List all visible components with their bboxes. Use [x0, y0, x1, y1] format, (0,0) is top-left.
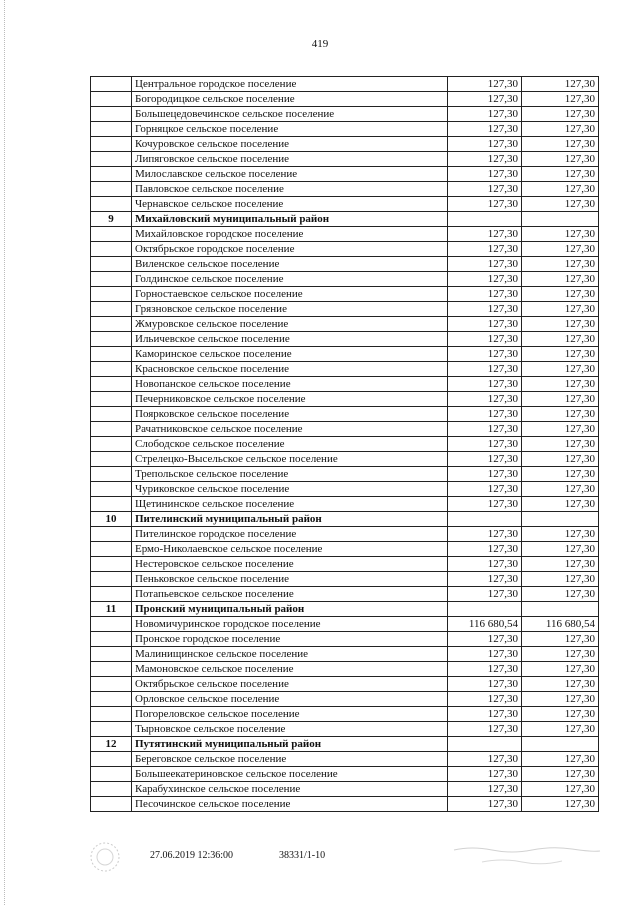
row-value-2-cell: 127,30: [522, 302, 599, 317]
row-value-1-cell: 127,30: [448, 167, 522, 182]
row-value-2-cell: 127,30: [522, 677, 599, 692]
row-value-1-cell: 127,30: [448, 632, 522, 647]
row-number-cell: [91, 227, 132, 242]
row-value-2-cell: 127,30: [522, 452, 599, 467]
row-value-1-cell: 127,30: [448, 437, 522, 452]
row-value-1-cell: 127,30: [448, 662, 522, 677]
row-value-1-cell: 127,30: [448, 227, 522, 242]
row-number-cell: [91, 542, 132, 557]
row-number-cell: [91, 467, 132, 482]
row-name-cell: Октябрьское городское поселение: [132, 242, 448, 257]
row-name-cell: Чуриковское сельское поселение: [132, 482, 448, 497]
row-name-cell: Липяговское сельское поселение: [132, 152, 448, 167]
row-value-1-cell: 127,30: [448, 302, 522, 317]
row-value-1-cell: 127,30: [448, 392, 522, 407]
row-number-cell: 9: [91, 212, 132, 227]
row-value-2-cell: 127,30: [522, 707, 599, 722]
table-row: [91, 527, 599, 542]
row-value-1-cell: 127,30: [448, 317, 522, 332]
row-value-1-cell: 127,30: [448, 152, 522, 167]
footer-document-id: 38331/1-10: [279, 850, 326, 861]
row-name-cell: Береговское сельское поселение: [132, 752, 448, 767]
row-value-1-cell: 127,30: [448, 677, 522, 692]
row-name-cell: Ермо-Николаевское сельское поселение: [132, 542, 448, 557]
row-value-2-cell: 127,30: [522, 227, 599, 242]
table-group-row: [91, 212, 599, 227]
row-number-cell: [91, 302, 132, 317]
row-number-cell: [91, 497, 132, 512]
row-value-2-cell: 127,30: [522, 362, 599, 377]
row-name-cell: Грязновское сельское поселение: [132, 302, 448, 317]
table-row: [91, 557, 599, 572]
table-row: [91, 647, 599, 662]
row-name-cell: Октябрьское сельское поселение: [132, 677, 448, 692]
row-name-cell: Жмуровское сельское поселение: [132, 317, 448, 332]
row-value-2-cell: 127,30: [522, 392, 599, 407]
row-value-1-cell: 127,30: [448, 287, 522, 302]
row-number-cell: [91, 317, 132, 332]
row-value-2-cell: [522, 602, 599, 617]
row-value-1-cell: 127,30: [448, 407, 522, 422]
row-value-2-cell: 127,30: [522, 407, 599, 422]
table-row: [91, 92, 599, 107]
row-value-1-cell: 127,30: [448, 782, 522, 797]
row-number-cell: [91, 692, 132, 707]
row-name-cell: Виленское сельское поселение: [132, 257, 448, 272]
table-row: [91, 797, 599, 812]
table-row: [91, 377, 599, 392]
row-value-1-cell: 127,30: [448, 692, 522, 707]
row-value-1-cell: 127,30: [448, 257, 522, 272]
row-value-2-cell: 127,30: [522, 77, 599, 92]
row-name-cell: Горностаевское сельское поселение: [132, 287, 448, 302]
row-number-cell: [91, 557, 132, 572]
row-number-cell: [91, 167, 132, 182]
row-value-2-cell: 127,30: [522, 332, 599, 347]
row-number-cell: [91, 527, 132, 542]
table-row: [91, 572, 599, 587]
row-value-2-cell: 127,30: [522, 647, 599, 662]
row-value-2-cell: 127,30: [522, 782, 599, 797]
table-row: [91, 77, 599, 92]
row-name-cell: Красновское сельское поселение: [132, 362, 448, 377]
row-value-1-cell: 127,30: [448, 272, 522, 287]
row-name-cell: Пронский муниципальный район: [132, 602, 448, 617]
row-name-cell: Карабухинское сельское поселение: [132, 782, 448, 797]
table-row: [91, 587, 599, 602]
row-value-1-cell: 127,30: [448, 332, 522, 347]
row-name-cell: Центральное городское поселение: [132, 77, 448, 92]
row-number-cell: [91, 332, 132, 347]
row-name-cell: Богородицкое сельское поселение: [132, 92, 448, 107]
table-row: [91, 392, 599, 407]
row-value-2-cell: 127,30: [522, 767, 599, 782]
row-value-2-cell: 127,30: [522, 257, 599, 272]
row-name-cell: Большеекатериновское сельское поселение: [132, 767, 448, 782]
row-name-cell: Печерниковское сельское поселение: [132, 392, 448, 407]
row-number-cell: [91, 407, 132, 422]
row-value-2-cell: [522, 212, 599, 227]
row-value-2-cell: 127,30: [522, 692, 599, 707]
row-name-cell: Павловское сельское поселение: [132, 182, 448, 197]
row-value-1-cell: 127,30: [448, 107, 522, 122]
table-row: [91, 347, 599, 362]
row-number-cell: [91, 752, 132, 767]
row-value-2-cell: 127,30: [522, 797, 599, 812]
row-number-cell: [91, 152, 132, 167]
row-value-1-cell: 127,30: [448, 707, 522, 722]
row-number-cell: [91, 482, 132, 497]
row-number-cell: [91, 587, 132, 602]
table-row: [91, 107, 599, 122]
row-value-1-cell: 127,30: [448, 542, 522, 557]
row-value-1-cell: 127,30: [448, 572, 522, 587]
row-value-1-cell: [448, 737, 522, 752]
table-row: [91, 272, 599, 287]
table-group-row: [91, 512, 599, 527]
row-name-cell: Тырновское сельское поселение: [132, 722, 448, 737]
table-row: [91, 317, 599, 332]
row-value-1-cell: 127,30: [448, 527, 522, 542]
table-row: [91, 362, 599, 377]
row-value-1-cell: 127,30: [448, 422, 522, 437]
row-number-cell: [91, 347, 132, 362]
table-row: [91, 287, 599, 302]
row-number-cell: [91, 452, 132, 467]
row-number-cell: [91, 617, 132, 632]
row-name-cell: Каморинское сельское поселение: [132, 347, 448, 362]
row-value-1-cell: 127,30: [448, 467, 522, 482]
row-number-cell: [91, 122, 132, 137]
row-value-1-cell: 127,30: [448, 797, 522, 812]
row-value-1-cell: 127,30: [448, 587, 522, 602]
row-value-2-cell: 127,30: [522, 422, 599, 437]
table-row: [91, 677, 599, 692]
table-row: [91, 632, 599, 647]
row-number-cell: [91, 362, 132, 377]
table-row: [91, 722, 599, 737]
row-number-cell: [91, 437, 132, 452]
row-name-cell: Голдинское сельское поселение: [132, 272, 448, 287]
row-value-1-cell: 116 680,54: [448, 617, 522, 632]
row-name-cell: Новопанское сельское поселение: [132, 377, 448, 392]
row-number-cell: [91, 137, 132, 152]
row-number-cell: 10: [91, 512, 132, 527]
row-value-1-cell: 127,30: [448, 752, 522, 767]
row-number-cell: [91, 677, 132, 692]
page-number: 419: [311, 38, 329, 50]
table-row: [91, 302, 599, 317]
row-name-cell: Новомичуринское городское поселение: [132, 617, 448, 632]
row-value-1-cell: 127,30: [448, 722, 522, 737]
row-value-1-cell: 127,30: [448, 182, 522, 197]
row-name-cell: Пронское городское поселение: [132, 632, 448, 647]
row-value-1-cell: 127,30: [448, 347, 522, 362]
row-value-2-cell: 127,30: [522, 572, 599, 587]
row-name-cell: Рачатниковское сельское поселение: [132, 422, 448, 437]
table-row: [91, 152, 599, 167]
row-value-2-cell: 127,30: [522, 242, 599, 257]
table-row: [91, 467, 599, 482]
row-value-1-cell: 127,30: [448, 137, 522, 152]
row-number-cell: [91, 392, 132, 407]
table-row: [91, 422, 599, 437]
table-row: [91, 662, 599, 677]
row-number-cell: [91, 242, 132, 257]
row-name-cell: Пеньковское сельское поселение: [132, 572, 448, 587]
row-value-2-cell: 127,30: [522, 182, 599, 197]
row-number-cell: [91, 572, 132, 587]
row-number-cell: [91, 782, 132, 797]
row-number-cell: [91, 257, 132, 272]
table-row: [91, 407, 599, 422]
row-number-cell: [91, 77, 132, 92]
row-number-cell: [91, 422, 132, 437]
row-name-cell: Трепольское сельское поселение: [132, 467, 448, 482]
row-name-cell: Слободское сельское поселение: [132, 437, 448, 452]
row-value-2-cell: 127,30: [522, 542, 599, 557]
table-row: [91, 767, 599, 782]
table-row: [91, 617, 599, 632]
table-row: [91, 137, 599, 152]
row-name-cell: Горняцкое сельское поселение: [132, 122, 448, 137]
row-value-1-cell: 127,30: [448, 452, 522, 467]
row-name-cell: Мамоновское сельское поселение: [132, 662, 448, 677]
row-value-1-cell: 127,30: [448, 197, 522, 212]
row-name-cell: Малинищинское сельское поселение: [132, 647, 448, 662]
row-number-cell: [91, 182, 132, 197]
row-value-2-cell: 127,30: [522, 347, 599, 362]
row-value-2-cell: 127,30: [522, 557, 599, 572]
row-name-cell: Михайловский муниципальный район: [132, 212, 448, 227]
row-number-cell: [91, 107, 132, 122]
table-row: [91, 782, 599, 797]
budget-table: [90, 76, 599, 812]
faint-signature-mark: [452, 842, 602, 868]
row-value-1-cell: 127,30: [448, 482, 522, 497]
table-row: [91, 182, 599, 197]
row-name-cell: Песочинское сельское поселение: [132, 797, 448, 812]
row-name-cell: Пителинское городское поселение: [132, 527, 448, 542]
row-value-2-cell: 127,30: [522, 317, 599, 332]
row-value-2-cell: 127,30: [522, 467, 599, 482]
row-value-2-cell: 127,30: [522, 137, 599, 152]
row-value-1-cell: 127,30: [448, 497, 522, 512]
row-value-2-cell: 127,30: [522, 377, 599, 392]
footer-timestamp: 27.06.2019 12:36:00: [150, 850, 234, 861]
row-value-2-cell: 127,30: [522, 197, 599, 212]
row-name-cell: Орловское сельское поселение: [132, 692, 448, 707]
row-name-cell: Путятинский муниципальный район: [132, 737, 448, 752]
table-row: [91, 332, 599, 347]
table-row: [91, 542, 599, 557]
row-value-1-cell: 127,30: [448, 767, 522, 782]
table-row: [91, 707, 599, 722]
row-name-cell: Большецедовечинское сельское поселение: [132, 107, 448, 122]
row-value-2-cell: 127,30: [522, 722, 599, 737]
row-number-cell: [91, 632, 132, 647]
row-value-2-cell: 127,30: [522, 437, 599, 452]
row-name-cell: Пителинский муниципальный район: [132, 512, 448, 527]
row-value-2-cell: 127,30: [522, 497, 599, 512]
row-value-1-cell: [448, 602, 522, 617]
row-name-cell: Щетининское сельское поселение: [132, 497, 448, 512]
row-value-1-cell: [448, 512, 522, 527]
row-number-cell: [91, 767, 132, 782]
row-value-2-cell: [522, 512, 599, 527]
table-row: [91, 242, 599, 257]
left-margin-line: [4, 0, 6, 905]
row-number-cell: [91, 647, 132, 662]
row-value-2-cell: 127,30: [522, 287, 599, 302]
row-value-1-cell: 127,30: [448, 122, 522, 137]
row-value-1-cell: 127,30: [448, 242, 522, 257]
row-name-cell: Поярковское сельское поселение: [132, 407, 448, 422]
row-number-cell: [91, 197, 132, 212]
table-row: [91, 482, 599, 497]
row-value-2-cell: 116 680,54: [522, 617, 599, 632]
row-value-2-cell: 127,30: [522, 752, 599, 767]
row-name-cell: Погореловское сельское поселение: [132, 707, 448, 722]
row-name-cell: Милославское сельское поселение: [132, 167, 448, 182]
row-number-cell: [91, 272, 132, 287]
row-value-1-cell: 127,30: [448, 77, 522, 92]
table-row: [91, 167, 599, 182]
row-value-2-cell: 127,30: [522, 587, 599, 602]
row-name-cell: Нестеровское сельское поселение: [132, 557, 448, 572]
row-number-cell: [91, 797, 132, 812]
row-value-2-cell: 127,30: [522, 167, 599, 182]
row-value-2-cell: [522, 737, 599, 752]
row-number-cell: 11: [91, 602, 132, 617]
row-value-2-cell: 127,30: [522, 152, 599, 167]
table-row: [91, 437, 599, 452]
row-number-cell: [91, 662, 132, 677]
table-row: [91, 497, 599, 512]
row-value-2-cell: 127,30: [522, 122, 599, 137]
row-value-1-cell: 127,30: [448, 557, 522, 572]
table-body: [91, 77, 599, 812]
table-row: [91, 197, 599, 212]
row-value-2-cell: 127,30: [522, 632, 599, 647]
row-value-2-cell: 127,30: [522, 482, 599, 497]
row-name-cell: Стрелецко-Высельское сельское поселение: [132, 452, 448, 467]
table-row: [91, 692, 599, 707]
row-number-cell: [91, 707, 132, 722]
table-group-row: [91, 602, 599, 617]
row-name-cell: Чернавское сельское поселение: [132, 197, 448, 212]
row-value-1-cell: [448, 212, 522, 227]
table-row: [91, 122, 599, 137]
table-group-row: [91, 737, 599, 752]
row-value-1-cell: 127,30: [448, 377, 522, 392]
row-value-1-cell: 127,30: [448, 92, 522, 107]
row-name-cell: Ильичевское сельское поселение: [132, 332, 448, 347]
row-value-2-cell: 127,30: [522, 272, 599, 287]
row-name-cell: Потапьевское сельское поселение: [132, 587, 448, 602]
row-number-cell: 12: [91, 737, 132, 752]
row-value-2-cell: 127,30: [522, 662, 599, 677]
row-value-1-cell: 127,30: [448, 647, 522, 662]
row-value-1-cell: 127,30: [448, 362, 522, 377]
table-row: [91, 752, 599, 767]
table-row: [91, 227, 599, 242]
row-name-cell: Михайловское городское поселение: [132, 227, 448, 242]
table-row: [91, 257, 599, 272]
row-number-cell: [91, 377, 132, 392]
row-value-2-cell: 127,30: [522, 527, 599, 542]
row-number-cell: [91, 287, 132, 302]
row-number-cell: [91, 92, 132, 107]
row-value-2-cell: 127,30: [522, 92, 599, 107]
table-row: [91, 452, 599, 467]
row-number-cell: [91, 722, 132, 737]
row-name-cell: Кочуровское сельское поселение: [132, 137, 448, 152]
row-value-2-cell: 127,30: [522, 107, 599, 122]
